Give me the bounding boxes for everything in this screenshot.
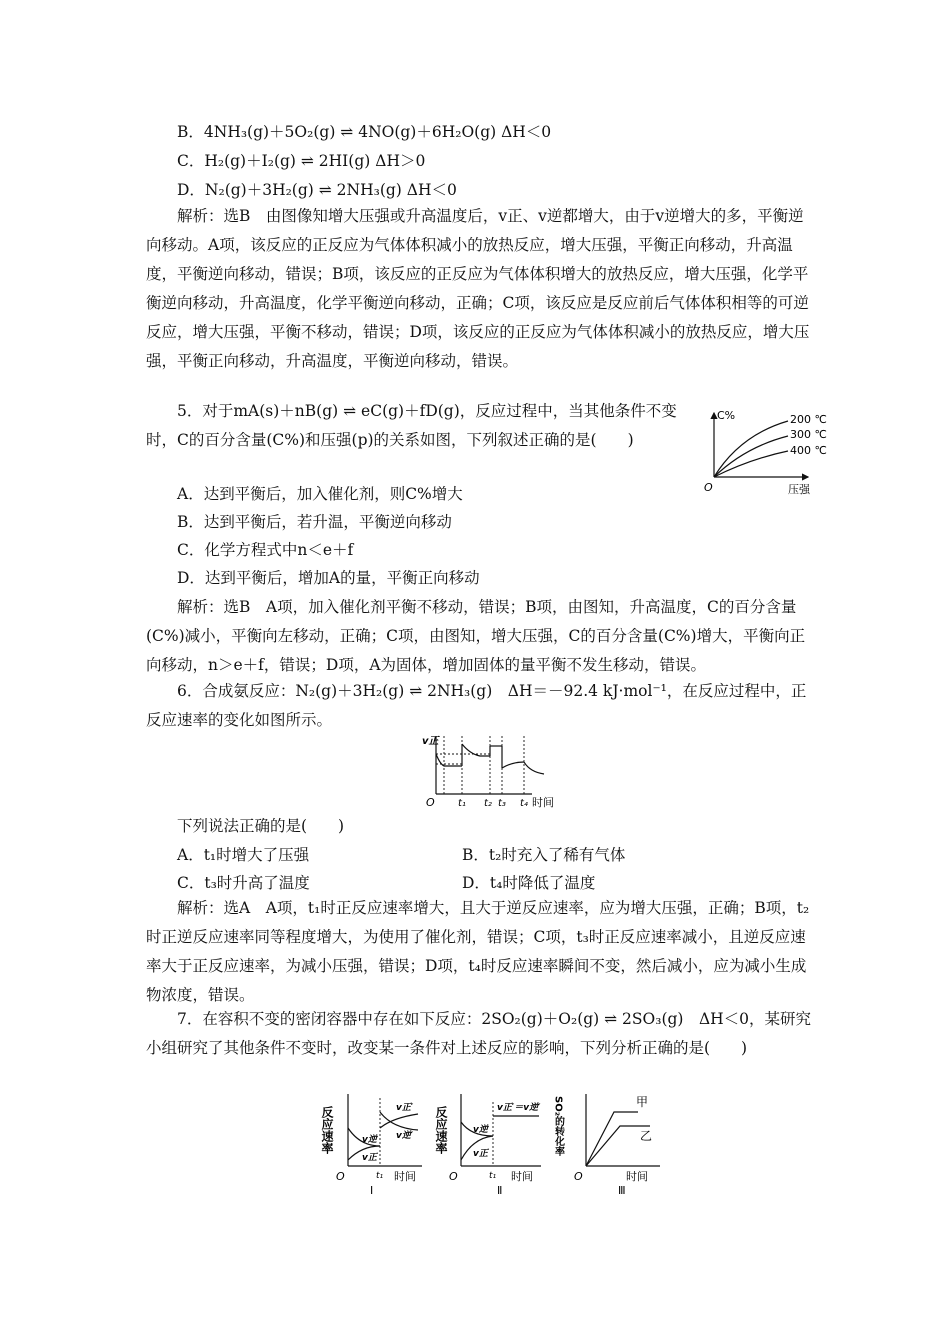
q4-option-d: D．N₂(g)＋3H₂(g) ⇌ 2NH₃(g) ΔH＜0: [177, 181, 457, 199]
tick-t1: t₁: [376, 1171, 384, 1181]
y-axis-label: 反应速率: [320, 1106, 334, 1154]
q6-option-d: D．t₄时降低了温度: [462, 874, 596, 892]
label-equal: v正′＝v逆′: [497, 1103, 541, 1113]
x-axis-label: 时间: [532, 796, 554, 809]
origin-label: O: [449, 1170, 458, 1183]
tick-t1: t₁: [458, 798, 466, 809]
label-v-reverse: v逆: [473, 1125, 488, 1135]
curve-300: [714, 436, 788, 477]
x-axis-label: 时间: [394, 1170, 416, 1183]
x-axis-label: 压强: [788, 483, 810, 496]
label-v-reverse-prime: v逆′: [396, 1131, 414, 1141]
q4-option-b: B．4NH₃(g)＋5O₂(g) ⇌ 4NO(g)＋6H₂O(g) ΔH＜0: [177, 123, 552, 141]
q7-figure-2: [434, 1088, 547, 1198]
origin-label: O: [426, 796, 435, 809]
q7-stem: 7．在容积不变的密闭容器中存在如下反应：2SO₂(g)＋O₂(g) ⇌ 2SO₃(g) ΔH＜0，某研究小组研究了其他条件不变时，改变某一条件对上述反应的影响，下列分析正确的是( ): [146, 1010, 812, 1057]
q6-prompt: 下列说法正确的是( ): [177, 817, 345, 835]
q6-option-b: B．t₂时充入了稀有气体: [462, 846, 626, 864]
y-axis-label: C%: [717, 409, 736, 422]
q5-option-d: D．达到平衡后，增加A的量，平衡正向移动: [177, 569, 480, 587]
label-jia: 甲: [636, 1095, 649, 1109]
label-yi: 乙: [640, 1129, 653, 1143]
series-label-400: 400 ℃: [790, 444, 827, 457]
q5-chart: [700, 405, 825, 500]
y-axis-label: 反应速率: [434, 1106, 448, 1154]
label-v-forward: v正: [473, 1149, 488, 1159]
origin-label: O: [336, 1170, 345, 1183]
q5-stem: 5．对于mA(s)＋nB(g) ⇌ eC(g)＋fD(g)，反应过程中，当其他条件不变时，C的百分含量(C%)和压强(p)的关系如图，下列叙述正确的是( ): [146, 402, 677, 449]
q6-chart: [420, 732, 565, 812]
q7-figure-1: [322, 1088, 427, 1198]
label-v-forward: v正: [362, 1153, 377, 1163]
q5-option-b: B．达到平衡后，若升温，平衡逆向移动: [177, 513, 452, 531]
origin-label: O: [574, 1170, 583, 1183]
tick-t1: t₁: [489, 1171, 497, 1181]
y-axis-label: v正: [422, 736, 439, 747]
caption: Ⅱ: [497, 1184, 503, 1197]
caption: Ⅰ: [370, 1184, 374, 1197]
q6-option-a: A．t₁时增大了压强: [177, 846, 310, 864]
label-v-forward-prime: v正′: [396, 1103, 414, 1113]
y-axis-label: SO₂的转化率: [552, 1096, 564, 1157]
caption: Ⅲ: [618, 1184, 626, 1197]
q5-option-a: A．达到平衡后，加入催化剂，则C%增大: [177, 485, 463, 503]
q5-option-c: C．化学方程式中n＜e＋f: [177, 541, 354, 559]
x-axis-label: 时间: [511, 1170, 533, 1183]
tick-t3: t₃: [498, 798, 506, 809]
tick-t2: t₂: [484, 798, 492, 809]
origin-label: O: [704, 481, 713, 494]
q6-option-c: C．t₃时升高了温度: [177, 874, 310, 892]
q4-analysis: 解析：选B 由图像知增大压强或升高温度后，v正、v逆都增大，由于v逆增大的多，平衡逆向移动。A项，该反应的正反应为气体体积减小的放热反应，增大压强，平衡正向移动，升高温度，平衡逆向移动，错误；B项，该反应的正反应为气体体积增大的放热反应，增大压强，化学平衡逆向移动，升高温度，化学平衡逆向移动，正确；C项，该反应是反应前后气体体积相等的可逆反应，增大压强，平衡不移动，错误；D项，该反应的正反应为气体体积减小的放热反应，增大压强，平衡正向移动，升高温度，平衡逆向移动，错误。: [146, 207, 810, 370]
q4-option-c: C．H₂(g)＋I₂(g) ⇌ 2HI(g) ΔH＞0: [177, 152, 426, 170]
series-label-300: 300 ℃: [790, 428, 827, 441]
q7-figure-3: [552, 1082, 666, 1198]
q5-analysis: 解析：选B A项，加入催化剂平衡不移动，错误；B项，由图知，升高温度，C的百分含量(C%)减小，平衡向左移动，正确；C项，由图知，增大压强，C的百分含量(C%)增大，平衡向正向移动，n＞e＋f，错误；D项，A为固体，增加固体的量平衡不发生移动，错误。: [146, 598, 806, 674]
q6-analysis: 解析：选A A项，t₁时正反应速率增大，且大于逆反应速率，应为增大压强，正确；B项，t₂时正逆反应速率同等程度增大，为使用了催化剂，错误；C项，t₃时正反应速率减小，且逆反应速率大于正反应速率，为减小压强，错误；D项，t₄时反应速率瞬间不变，然后减小，应为减小生成物浓度，错误。: [146, 899, 810, 1004]
series-label-200: 200 ℃: [790, 413, 827, 426]
x-axis-label: 时间: [626, 1170, 648, 1183]
curve-400: [714, 451, 788, 477]
q6-stem: 6．合成氨反应：N₂(g)＋3H₂(g) ⇌ 2NH₃(g) ΔH＝－92.4 kJ·mol⁻¹，在反应过程中，正反应速率的变化如图所示。: [146, 682, 807, 729]
curve-200: [714, 421, 788, 477]
label-v-reverse: v逆: [362, 1135, 377, 1145]
tick-t4: t₄: [520, 798, 528, 809]
